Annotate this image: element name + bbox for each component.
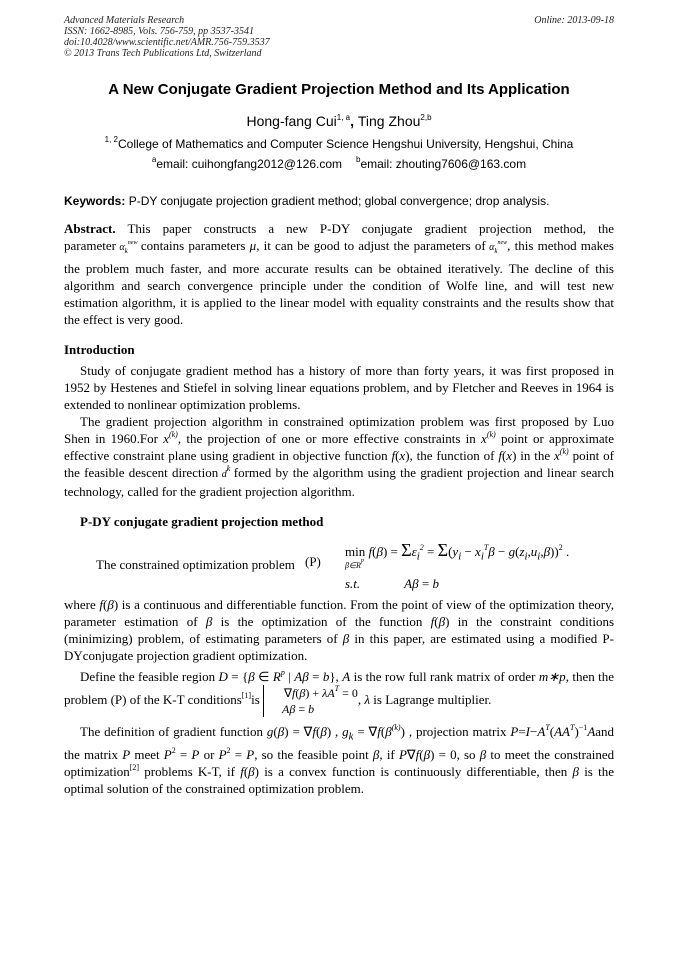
s2-p2-a: Define the feasible region: [80, 669, 216, 684]
problem-formula: $\min f(\beta) = \Sigma\varepsilon_i^2 = \Sigma(y_i - x_i^T\beta - g(z_i,u_i,\beta))^2$ . $\beta\in R^p$ s.t. Aβ = b: [345, 540, 570, 591]
section-body: [64, 596, 614, 797]
s2-p3-e: or: [203, 746, 215, 762]
s2-p2-d: is: [251, 691, 260, 707]
s2-p3-i: to meet the constrained optimization: [64, 746, 615, 779]
s2-p1-a: where: [64, 597, 96, 612]
intro-p2-a: The gradient projection algorithm in constrained optimization problem was first proposed by Luo Shen in 1960.For: [64, 414, 614, 446]
author-line: [0, 113, 678, 129]
intro-p2-d: , the function of: [409, 448, 495, 463]
s2-p1-c: is the optimization of the function: [220, 614, 423, 629]
s2-p3-b: projection matrix: [415, 724, 507, 739]
email-b-sup: b: [356, 155, 361, 164]
journal-header: [64, 15, 270, 59]
s2-p3-d: meet: [134, 746, 160, 762]
s2-p1-d: in the constraint conditions (minimizing) problem, of estimating parameters of: [64, 614, 615, 646]
journal-name: Advanced Materials Research: [64, 15, 185, 26]
section-paragraph-1: where f(β) is a continuous and differentiable function. From the point of view of the optimization theory, parameter estimation of β is the optimization of the function f(β) in the constraint conditions (minimizing) problem, of estimating parameters of β in this paper, are estimated using a modified P-DYconjugate projection gradient optimization.: [64, 597, 615, 663]
issn-line: ISSN: 1662-8985, Vols. 756-759, pp 3537-3541: [64, 26, 254, 37]
author-sep: ,: [350, 113, 358, 129]
ref-1: [1]: [241, 690, 252, 700]
abstract-label: Abstract.: [64, 221, 116, 236]
section-paragraph-2: Define the feasible region D = {β ∈ $R^p$ | Aβ = b}, A is the row full rank matrix of order m∗p, then the problem (P) of the K-T conditions[1]is $\nabla f(\beta) + \lambda A^T = 0$ Aβ = b, λ is Lagrange multiplier.: [64, 668, 615, 716]
email-line: [0, 157, 678, 171]
online-date: Online: 2013-09-18: [534, 15, 614, 26]
copyright-line: © 2013 Trans Tech Publications Ltd, Switzerland: [64, 48, 262, 59]
s2-p2-b: is the row full rank matrix of order: [353, 669, 536, 684]
author-2-sup: 2,b: [420, 113, 432, 122]
affiliation-text: College of Mathematics and Computer Science Hengshui University, Hengshui, China: [118, 137, 574, 151]
keywords-text: P-DY conjugate projection gradient method; global convergence; drop analysis.: [128, 194, 550, 208]
intro-heading: Introduction: [64, 342, 135, 357]
s2-p3-a: The definition of gradient function: [80, 724, 264, 739]
s2-p1-e: in this paper, are estimated using a modified P-DYconjugate projection gradient optimization.: [64, 631, 614, 663]
email-b: email: zhouting7606@163.com: [360, 157, 527, 171]
intro-p2-f: point of the feasible descent direction: [64, 448, 614, 480]
doi-line: doi:10.4028/www.scientific.net/AMR.756-759.3537: [64, 37, 270, 48]
s2-p3-c: and the matrix: [64, 724, 615, 762]
intro-p2-e: in the: [520, 448, 551, 463]
section-paragraph-3: The definition of gradient function g(β) = ∇f(β) , $g_k = \nabla f(\beta^{(k)})$ , projection matrix $P=I-A^T(AA^T)^{-1}Aand$ the matrix P meet $P^2 = P$ or $P^2 = P$, so the feasible point β, if P∇f(β) = 0, so β to meet the constrained optimization[2] problems K-T, if f(β) is a convex function is continuously differentiable, then β is the optimal solution of the constrained optimization problem.: [64, 723, 615, 796]
abstract-text-1: This paper constructs a new P-DY conjugate gradient projection method, the parameter: [64, 221, 614, 253]
author-1: Hong-fang Cui: [246, 113, 337, 129]
keywords: [64, 194, 616, 208]
s2-p3-g: , if: [379, 746, 395, 762]
intro-paragraph-2: The gradient projection algorithm in constrained optimization problem was first proposed by Luo Shen in 1960.For $x^{(k)}$, the projection of one or more effective constraints in $x^{(k)}$ point or approximate effective constraint plane using gradient in objective function f(x), the function of f(x) in the $x^{(k)}$ point of the feasible descent direction $d^k$ formed by the algorithm using the gradient projection and linear search technology, called for the gradient projection algorithm.: [64, 414, 615, 499]
intro-paragraph-1: Study of conjugate gradient method has a history of more than forty years, it was first proposed in 1952 by Hestenes and Stiefel in solving linear equations problem, and by Fletcher and Reeves in 1964 is extended to nonlinear optimization problems.: [64, 363, 614, 412]
email-a-sup: a: [151, 155, 157, 164]
paper-title: A New Conjugate Gradient Projection Method and Its Application: [108, 81, 570, 98]
s2-p3-j: problems K-T, if: [144, 763, 235, 779]
s2-p3-h: so: [464, 746, 476, 762]
problem-intro-text: The constrained optimization problem: [96, 557, 295, 572]
author-2: Ting Zhou: [357, 113, 421, 129]
affiliation: [0, 137, 678, 151]
s2-p3-l: is the optimal solution of the constrained optimization problem.: [64, 763, 614, 796]
problem-intro: [96, 556, 296, 573]
keywords-label: Keywords:: [64, 194, 126, 208]
abstract: Abstract. This paper constructs a new P-DY conjugate gradient projection method, the parameter $\alpha_k^{new}$ contains parameters μ, it can be good to adjust the parameters of $\alpha_k^{new}$, this method makes the problem much faster, and more accurate results can be obtained iteratively. The decline of this algorithm and search convergence principle under the condition of Wolfe line, and will test new estimation algorithm, it is applied to the linear model with equality constraints and the results show that the effect is very good.: [64, 221, 614, 327]
intro-p2-b: , the projection of one or more effective constraints in: [177, 431, 476, 446]
intro-body: [64, 362, 614, 500]
s2-p2-c: then the problem (P) of the K-T conditions: [64, 669, 615, 707]
s2-p1-b: is a continuous and differentiable function. From the point of view of the optimization theory, parameter estimation of: [64, 597, 614, 629]
s2-p3-k: is a convex function is continuously differentiable, then: [264, 763, 568, 779]
intro-p2-c: point or approximate effective constraint plane using gradient in objective function: [64, 431, 615, 463]
author-1-sup: 1, a: [336, 113, 351, 122]
intro-p2-g: formed by the algorithm using the gradient projection and linear search technology, called for the gradient projection algorithm.: [64, 465, 615, 499]
section-heading: P-DY conjugate gradient projection method: [80, 514, 324, 529]
problem-label: (P): [305, 554, 321, 569]
abstract-text-2: contains parameters: [140, 238, 246, 253]
s2-p2-e: is Lagrange multiplier.: [373, 691, 492, 707]
abstract-text-4: , this method makes the problem much faster, and more accurate results can be obtained iteratively. The decline of this algorithm and search convergence principle under the condition of Wolfe line, and will test new estimation algorithm, it is applied to the linear model with equality constraints and the results show that the effect is very good.: [64, 238, 614, 327]
s2-p3-f: , so the feasible point: [254, 746, 369, 762]
email-a: email: cuihongfang2012@126.com: [156, 157, 342, 171]
abstract-text-3: , it can be good to adjust the parameters of: [256, 238, 486, 253]
affiliation-sup: 1, 2: [104, 135, 118, 144]
ref-2: [2]: [129, 762, 140, 772]
